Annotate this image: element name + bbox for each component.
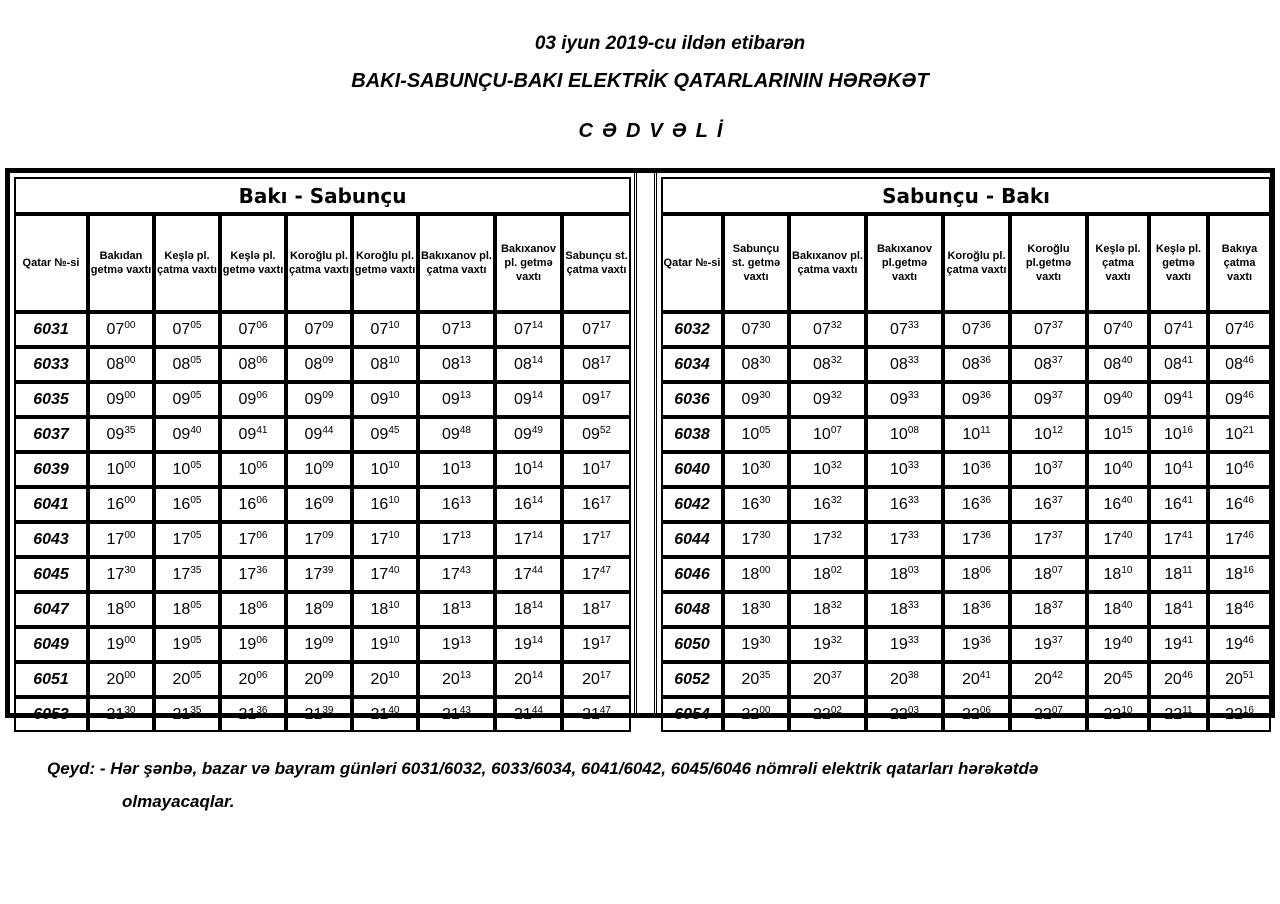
- time-cell: $22^{16}$: [1208, 697, 1271, 732]
- time-cell: $18^{05}$: [154, 592, 220, 627]
- time-cell: $20^{00}$: [88, 662, 154, 697]
- time-cell: $07^{41}$: [1149, 312, 1208, 347]
- time-cell: $17^{46}$: [1208, 522, 1271, 557]
- train-number: 6048: [661, 592, 723, 627]
- column-header: Bakıxanov pl.getmə vaxtı: [866, 214, 943, 312]
- time-cell: $08^{41}$: [1149, 347, 1208, 382]
- column-header: Qatar №-si: [14, 214, 88, 312]
- sabunchu-baku-table: [661, 177, 1271, 732]
- column-header: Koroğlu pl. çatma vaxtı: [286, 214, 352, 312]
- train-number: 6038: [661, 417, 723, 452]
- table-row: [14, 557, 631, 592]
- time-cell: $16^{46}$: [1208, 487, 1271, 522]
- train-number: 6045: [14, 557, 88, 592]
- time-cell: $09^{40}$: [154, 417, 220, 452]
- time-cell: $22^{06}$: [943, 697, 1010, 732]
- time-cell: $10^{16}$: [1149, 417, 1208, 452]
- time-cell: $09^{05}$: [154, 382, 220, 417]
- time-cell: $10^{13}$: [418, 452, 495, 487]
- time-cell: $20^{38}$: [866, 662, 943, 697]
- time-cell: $17^{30}$: [723, 522, 789, 557]
- time-cell: $08^{30}$: [723, 347, 789, 382]
- time-cell: $17^{40}$: [352, 557, 418, 592]
- train-number: 6041: [14, 487, 88, 522]
- table-row: [14, 382, 631, 417]
- time-cell: $17^{05}$: [154, 522, 220, 557]
- time-cell: $08^{37}$: [1010, 347, 1087, 382]
- time-cell: $10^{05}$: [723, 417, 789, 452]
- time-cell: $16^{37}$: [1010, 487, 1087, 522]
- time-cell: $09^{44}$: [286, 417, 352, 452]
- time-cell: $16^{17}$: [562, 487, 631, 522]
- train-number: 6052: [661, 662, 723, 697]
- time-cell: $09^{13}$: [418, 382, 495, 417]
- time-cell: $19^{46}$: [1208, 627, 1271, 662]
- table-row: [14, 697, 631, 732]
- time-cell: $10^{15}$: [1087, 417, 1149, 452]
- footnote-line-1: Qeyd: - Hər şənbə, bazar və bayram günləri 6031/6032, 6033/6034, 6041/6042, 6045/6046 nömrəli elektrik qatarları hərəkətdə: [47, 759, 1039, 778]
- train-number: 6036: [661, 382, 723, 417]
- table-row: [661, 662, 1271, 697]
- time-cell: $08^{06}$: [220, 347, 286, 382]
- time-cell: $19^{17}$: [562, 627, 631, 662]
- column-header: Bakıdan getmə vaxtı: [88, 214, 154, 312]
- time-cell: $08^{36}$: [943, 347, 1010, 382]
- time-cell: $09^{00}$: [88, 382, 154, 417]
- time-cell: $07^{33}$: [866, 312, 943, 347]
- time-cell: $19^{13}$: [418, 627, 495, 662]
- time-cell: $19^{09}$: [286, 627, 352, 662]
- table-row: [661, 697, 1271, 732]
- time-cell: $10^{17}$: [562, 452, 631, 487]
- column-header: Bakıxanov pl. çatma vaxtı: [418, 214, 495, 312]
- time-cell: $18^{36}$: [943, 592, 1010, 627]
- time-cell: $18^{10}$: [352, 592, 418, 627]
- time-cell: $17^{32}$: [789, 522, 866, 557]
- time-cell: $16^{36}$: [943, 487, 1010, 522]
- time-cell: $08^{00}$: [88, 347, 154, 382]
- time-cell: $21^{30}$: [88, 697, 154, 732]
- train-number: 6053: [14, 697, 88, 732]
- table-row: [661, 382, 1271, 417]
- time-cell: $09^{37}$: [1010, 382, 1087, 417]
- table-row: [14, 452, 631, 487]
- time-cell: $17^{35}$: [154, 557, 220, 592]
- time-cell: $20^{10}$: [352, 662, 418, 697]
- time-cell: $08^{10}$: [352, 347, 418, 382]
- time-cell: $10^{33}$: [866, 452, 943, 487]
- table-row: [661, 347, 1271, 382]
- table-row: [14, 417, 631, 452]
- time-cell: $07^{17}$: [562, 312, 631, 347]
- time-cell: $10^{46}$: [1208, 452, 1271, 487]
- train-number: 6042: [661, 487, 723, 522]
- time-cell: $09^{41}$: [1149, 382, 1208, 417]
- train-number: 6044: [661, 522, 723, 557]
- time-cell: $09^{41}$: [220, 417, 286, 452]
- time-cell: $07^{06}$: [220, 312, 286, 347]
- time-cell: $08^{40}$: [1087, 347, 1149, 382]
- time-cell: $16^{32}$: [789, 487, 866, 522]
- time-cell: $07^{10}$: [352, 312, 418, 347]
- train-number: 6051: [14, 662, 88, 697]
- time-cell: $17^{00}$: [88, 522, 154, 557]
- time-cell: $16^{10}$: [352, 487, 418, 522]
- time-cell: $20^{35}$: [723, 662, 789, 697]
- train-number: 6031: [14, 312, 88, 347]
- time-cell: $16^{40}$: [1087, 487, 1149, 522]
- time-cell: $18^{33}$: [866, 592, 943, 627]
- time-cell: $10^{10}$: [352, 452, 418, 487]
- time-cell: $08^{33}$: [866, 347, 943, 382]
- time-cell: $08^{14}$: [495, 347, 562, 382]
- time-cell: $18^{16}$: [1208, 557, 1271, 592]
- train-number: 6049: [14, 627, 88, 662]
- time-cell: $07^{14}$: [495, 312, 562, 347]
- time-cell: $16^{09}$: [286, 487, 352, 522]
- train-number: 6050: [661, 627, 723, 662]
- time-cell: $16^{30}$: [723, 487, 789, 522]
- time-cell: $20^{06}$: [220, 662, 286, 697]
- time-cell: $21^{36}$: [220, 697, 286, 732]
- table-row: [661, 557, 1271, 592]
- time-cell: $10^{08}$: [866, 417, 943, 452]
- time-cell: $07^{05}$: [154, 312, 220, 347]
- column-header: Keşlə pl. çatma vaxtı: [1087, 214, 1149, 312]
- time-cell: $17^{44}$: [495, 557, 562, 592]
- sabunchu-baku-panel: [661, 177, 1271, 723]
- time-cell: $18^{09}$: [286, 592, 352, 627]
- time-cell: $22^{07}$: [1010, 697, 1087, 732]
- time-cell: $18^{00}$: [88, 592, 154, 627]
- table-row: [661, 522, 1271, 557]
- table-row: [661, 417, 1271, 452]
- time-cell: $19^{30}$: [723, 627, 789, 662]
- time-cell: $17^{41}$: [1149, 522, 1208, 557]
- column-header: Sabunçu st. getmə vaxtı: [723, 214, 789, 312]
- train-number: 6043: [14, 522, 88, 557]
- time-cell: $07^{46}$: [1208, 312, 1271, 347]
- time-cell: $17^{36}$: [943, 522, 1010, 557]
- time-cell: $18^{06}$: [220, 592, 286, 627]
- time-cell: $20^{51}$: [1208, 662, 1271, 697]
- time-cell: $10^{30}$: [723, 452, 789, 487]
- time-cell: $10^{12}$: [1010, 417, 1087, 452]
- time-cell: $10^{07}$: [789, 417, 866, 452]
- time-cell: $19^{40}$: [1087, 627, 1149, 662]
- time-cell: $21^{35}$: [154, 697, 220, 732]
- time-cell: $17^{06}$: [220, 522, 286, 557]
- time-cell: $22^{03}$: [866, 697, 943, 732]
- time-cell: $10^{00}$: [88, 452, 154, 487]
- train-number: 6037: [14, 417, 88, 452]
- time-cell: $18^{17}$: [562, 592, 631, 627]
- column-header: Bakıya çatma vaxtı: [1208, 214, 1271, 312]
- time-cell: $10^{09}$: [286, 452, 352, 487]
- time-cell: $20^{45}$: [1087, 662, 1149, 697]
- table-row: [14, 487, 631, 522]
- time-cell: $17^{40}$: [1087, 522, 1149, 557]
- time-cell: $17^{30}$: [88, 557, 154, 592]
- time-cell: $22^{10}$: [1087, 697, 1149, 732]
- time-cell: $09^{46}$: [1208, 382, 1271, 417]
- time-cell: $19^{41}$: [1149, 627, 1208, 662]
- time-cell: $18^{37}$: [1010, 592, 1087, 627]
- time-cell: $21^{47}$: [562, 697, 631, 732]
- direction-title: Sabunçu - Bakı: [661, 177, 1271, 214]
- train-number: 6047: [14, 592, 88, 627]
- table-row: [14, 592, 631, 627]
- time-cell: $21^{44}$: [495, 697, 562, 732]
- time-cell: $18^{13}$: [418, 592, 495, 627]
- time-cell: $22^{00}$: [723, 697, 789, 732]
- panel-divider: [634, 173, 657, 713]
- column-header: Bakıxanov pl. getmə vaxtı: [495, 214, 562, 312]
- time-cell: $17^{43}$: [418, 557, 495, 592]
- time-cell: $18^{06}$: [943, 557, 1010, 592]
- time-cell: $20^{46}$: [1149, 662, 1208, 697]
- table-row: [661, 627, 1271, 662]
- time-cell: $10^{14}$: [495, 452, 562, 487]
- time-cell: $07^{30}$: [723, 312, 789, 347]
- time-cell: $07^{37}$: [1010, 312, 1087, 347]
- time-cell: $09^{06}$: [220, 382, 286, 417]
- column-header: Koroğlu pl.getmə vaxtı: [1010, 214, 1087, 312]
- timetable-frame: [5, 168, 1275, 723]
- train-number: 6046: [661, 557, 723, 592]
- time-cell: $10^{05}$: [154, 452, 220, 487]
- direction-title: Bakı - Sabunçu: [14, 177, 631, 214]
- time-cell: $09^{33}$: [866, 382, 943, 417]
- time-cell: $18^{46}$: [1208, 592, 1271, 627]
- column-header: Sabunçu st. çatma vaxtı: [562, 214, 631, 312]
- time-cell: $20^{42}$: [1010, 662, 1087, 697]
- time-cell: $16^{41}$: [1149, 487, 1208, 522]
- time-cell: $20^{17}$: [562, 662, 631, 697]
- baku-sabunchu-panel: [14, 177, 631, 723]
- time-cell: $17^{36}$: [220, 557, 286, 592]
- time-cell: $10^{40}$: [1087, 452, 1149, 487]
- time-cell: $16^{33}$: [866, 487, 943, 522]
- time-cell: $19^{14}$: [495, 627, 562, 662]
- time-cell: $09^{10}$: [352, 382, 418, 417]
- column-header: Keşlə pl. getmə vaxtı: [1149, 214, 1208, 312]
- footnote: [47, 752, 1227, 818]
- schedule-subtitle: CƏDVƏLİ: [578, 120, 732, 142]
- time-cell: $18^{02}$: [789, 557, 866, 592]
- effective-date-line: 03 iyun 2019-cu ildən etibarən: [534, 33, 806, 54]
- time-cell: $18^{10}$: [1087, 557, 1149, 592]
- time-cell: $20^{37}$: [789, 662, 866, 697]
- table-row: [661, 452, 1271, 487]
- time-cell: $16^{14}$: [495, 487, 562, 522]
- schedule-title: BAKI-SABUNÇU-BAKI ELEKTRİK QATARLARININ HƏRƏKƏT: [351, 70, 929, 92]
- table-row: [14, 522, 631, 557]
- time-cell: $09^{14}$: [495, 382, 562, 417]
- time-cell: $20^{09}$: [286, 662, 352, 697]
- time-cell: $09^{49}$: [495, 417, 562, 452]
- time-cell: $10^{11}$: [943, 417, 1010, 452]
- time-cell: $07^{13}$: [418, 312, 495, 347]
- table-row: [661, 592, 1271, 627]
- train-number: 6032: [661, 312, 723, 347]
- time-cell: $18^{41}$: [1149, 592, 1208, 627]
- time-cell: $19^{33}$: [866, 627, 943, 662]
- time-cell: $09^{30}$: [723, 382, 789, 417]
- time-cell: $19^{37}$: [1010, 627, 1087, 662]
- time-cell: $10^{32}$: [789, 452, 866, 487]
- time-cell: $08^{17}$: [562, 347, 631, 382]
- time-cell: $18^{03}$: [866, 557, 943, 592]
- time-cell: $08^{13}$: [418, 347, 495, 382]
- table-row: [14, 627, 631, 662]
- time-cell: $19^{05}$: [154, 627, 220, 662]
- time-cell: $19^{00}$: [88, 627, 154, 662]
- time-cell: $19^{06}$: [220, 627, 286, 662]
- time-cell: $07^{09}$: [286, 312, 352, 347]
- time-cell: $09^{35}$: [88, 417, 154, 452]
- column-header: Koroğlu pl. çatma vaxtı: [943, 214, 1010, 312]
- time-cell: $17^{37}$: [1010, 522, 1087, 557]
- time-cell: $09^{40}$: [1087, 382, 1149, 417]
- time-cell: $18^{30}$: [723, 592, 789, 627]
- time-cell: $07^{00}$: [88, 312, 154, 347]
- train-number: 6054: [661, 697, 723, 732]
- time-cell: $19^{10}$: [352, 627, 418, 662]
- baku-sabunchu-table: [14, 177, 631, 732]
- footnote-line-2: olmayacaqlar.: [122, 792, 235, 811]
- time-cell: $16^{06}$: [220, 487, 286, 522]
- time-cell: $22^{11}$: [1149, 697, 1208, 732]
- time-cell: $10^{06}$: [220, 452, 286, 487]
- time-cell: $08^{32}$: [789, 347, 866, 382]
- column-header: Bakıxanov pl. çatma vaxtı: [789, 214, 866, 312]
- time-cell: $18^{00}$: [723, 557, 789, 592]
- time-cell: $07^{40}$: [1087, 312, 1149, 347]
- column-header: Keşlə pl. getmə vaxtı: [220, 214, 286, 312]
- time-cell: $17^{10}$: [352, 522, 418, 557]
- time-cell: $17^{09}$: [286, 522, 352, 557]
- time-cell: $16^{05}$: [154, 487, 220, 522]
- column-header: Keşlə pl. çatma vaxtı: [154, 214, 220, 312]
- time-cell: $17^{14}$: [495, 522, 562, 557]
- time-cell: $20^{41}$: [943, 662, 1010, 697]
- time-cell: $16^{00}$: [88, 487, 154, 522]
- time-cell: $09^{32}$: [789, 382, 866, 417]
- time-cell: $10^{37}$: [1010, 452, 1087, 487]
- time-cell: $22^{02}$: [789, 697, 866, 732]
- time-cell: $09^{45}$: [352, 417, 418, 452]
- train-number: 6040: [661, 452, 723, 487]
- time-cell: $20^{05}$: [154, 662, 220, 697]
- train-number: 6035: [14, 382, 88, 417]
- time-cell: $18^{14}$: [495, 592, 562, 627]
- time-cell: $19^{36}$: [943, 627, 1010, 662]
- time-cell: $17^{33}$: [866, 522, 943, 557]
- column-header: Koroğlu pl. getmə vaxtı: [352, 214, 418, 312]
- time-cell: $19^{32}$: [789, 627, 866, 662]
- time-cell: $16^{13}$: [418, 487, 495, 522]
- time-cell: $21^{43}$: [418, 697, 495, 732]
- time-cell: $21^{40}$: [352, 697, 418, 732]
- time-cell: $18^{40}$: [1087, 592, 1149, 627]
- time-cell: $08^{05}$: [154, 347, 220, 382]
- time-cell: $09^{36}$: [943, 382, 1010, 417]
- time-cell: $21^{39}$: [286, 697, 352, 732]
- time-cell: $09^{17}$: [562, 382, 631, 417]
- time-cell: $17^{47}$: [562, 557, 631, 592]
- time-cell: $18^{32}$: [789, 592, 866, 627]
- time-cell: $07^{36}$: [943, 312, 1010, 347]
- time-cell: $10^{21}$: [1208, 417, 1271, 452]
- train-number: 6034: [661, 347, 723, 382]
- table-row: [14, 312, 631, 347]
- time-cell: $09^{48}$: [418, 417, 495, 452]
- table-row: [14, 347, 631, 382]
- table-row: [14, 662, 631, 697]
- table-row: [661, 312, 1271, 347]
- time-cell: $17^{13}$: [418, 522, 495, 557]
- time-cell: $17^{17}$: [562, 522, 631, 557]
- time-cell: $09^{09}$: [286, 382, 352, 417]
- time-cell: $18^{11}$: [1149, 557, 1208, 592]
- time-cell: $07^{32}$: [789, 312, 866, 347]
- time-cell: $20^{13}$: [418, 662, 495, 697]
- column-header: Qatar №-si: [661, 214, 723, 312]
- time-cell: $08^{09}$: [286, 347, 352, 382]
- time-cell: $18^{07}$: [1010, 557, 1087, 592]
- time-cell: $08^{46}$: [1208, 347, 1271, 382]
- train-number: 6039: [14, 452, 88, 487]
- time-cell: $10^{36}$: [943, 452, 1010, 487]
- train-number: 6033: [14, 347, 88, 382]
- time-cell: $09^{52}$: [562, 417, 631, 452]
- time-cell: $10^{41}$: [1149, 452, 1208, 487]
- time-cell: $20^{14}$: [495, 662, 562, 697]
- table-row: [661, 487, 1271, 522]
- time-cell: $17^{39}$: [286, 557, 352, 592]
